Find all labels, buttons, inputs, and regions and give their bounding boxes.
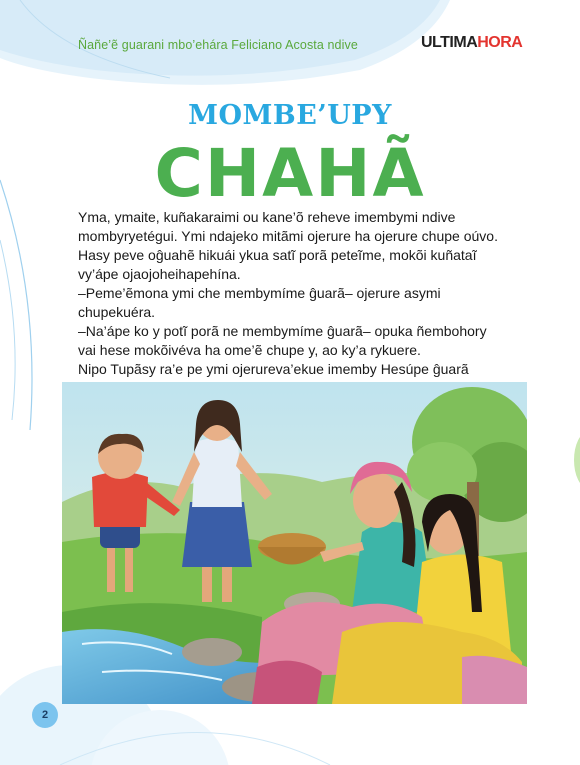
story-line: Yma, ymaite, kuñakaraimi ou kane’õ reheve imembymi ndive	[78, 209, 456, 225]
brand-logo-part1: ULTIMA	[421, 34, 478, 51]
story-line: Hasy peve oĝuahẽ hikuái ykua satĩ porã peteĩme, mokõi kuñataĩ	[78, 247, 477, 263]
story-kicker: MOMBE’UPY	[188, 100, 392, 131]
brand-logo	[421, 34, 522, 52]
story-line: mombyryetégui. Ymi ndajeko mitãmi ojerure ha ojerure chupe oúvo.	[78, 228, 498, 244]
page-number: 2	[32, 702, 58, 728]
header-tagline: Ñañe’ẽ guarani mbo’ehára Feliciano Acosta ndive	[78, 38, 358, 52]
story-line: Nipo Tupãsy ra’e pe ymi ojerureva’ekue imemby Hesúpe ĝuarã	[78, 361, 469, 377]
story-title: CHAHÃ	[154, 135, 426, 212]
story-line: vy’ápe ojaojoheihapehína.	[78, 266, 241, 282]
story-line: chupekuéra.	[78, 304, 156, 320]
brand-logo-part2: HORA	[477, 34, 523, 51]
story-line: –Peme’ẽmona ymi che membymíme ĝuarã– ojerure asymi	[78, 285, 441, 301]
story-body	[78, 208, 548, 379]
story-line: vai hese mokõivéva ha ome’ẽ chupe y, ao ky’a rykuere.	[78, 342, 421, 358]
story-line: –Na’ápe ko y potĩ porã ne membymíme ĝuarã– opuka ñembohory	[78, 323, 487, 339]
story-illustration	[62, 382, 527, 704]
